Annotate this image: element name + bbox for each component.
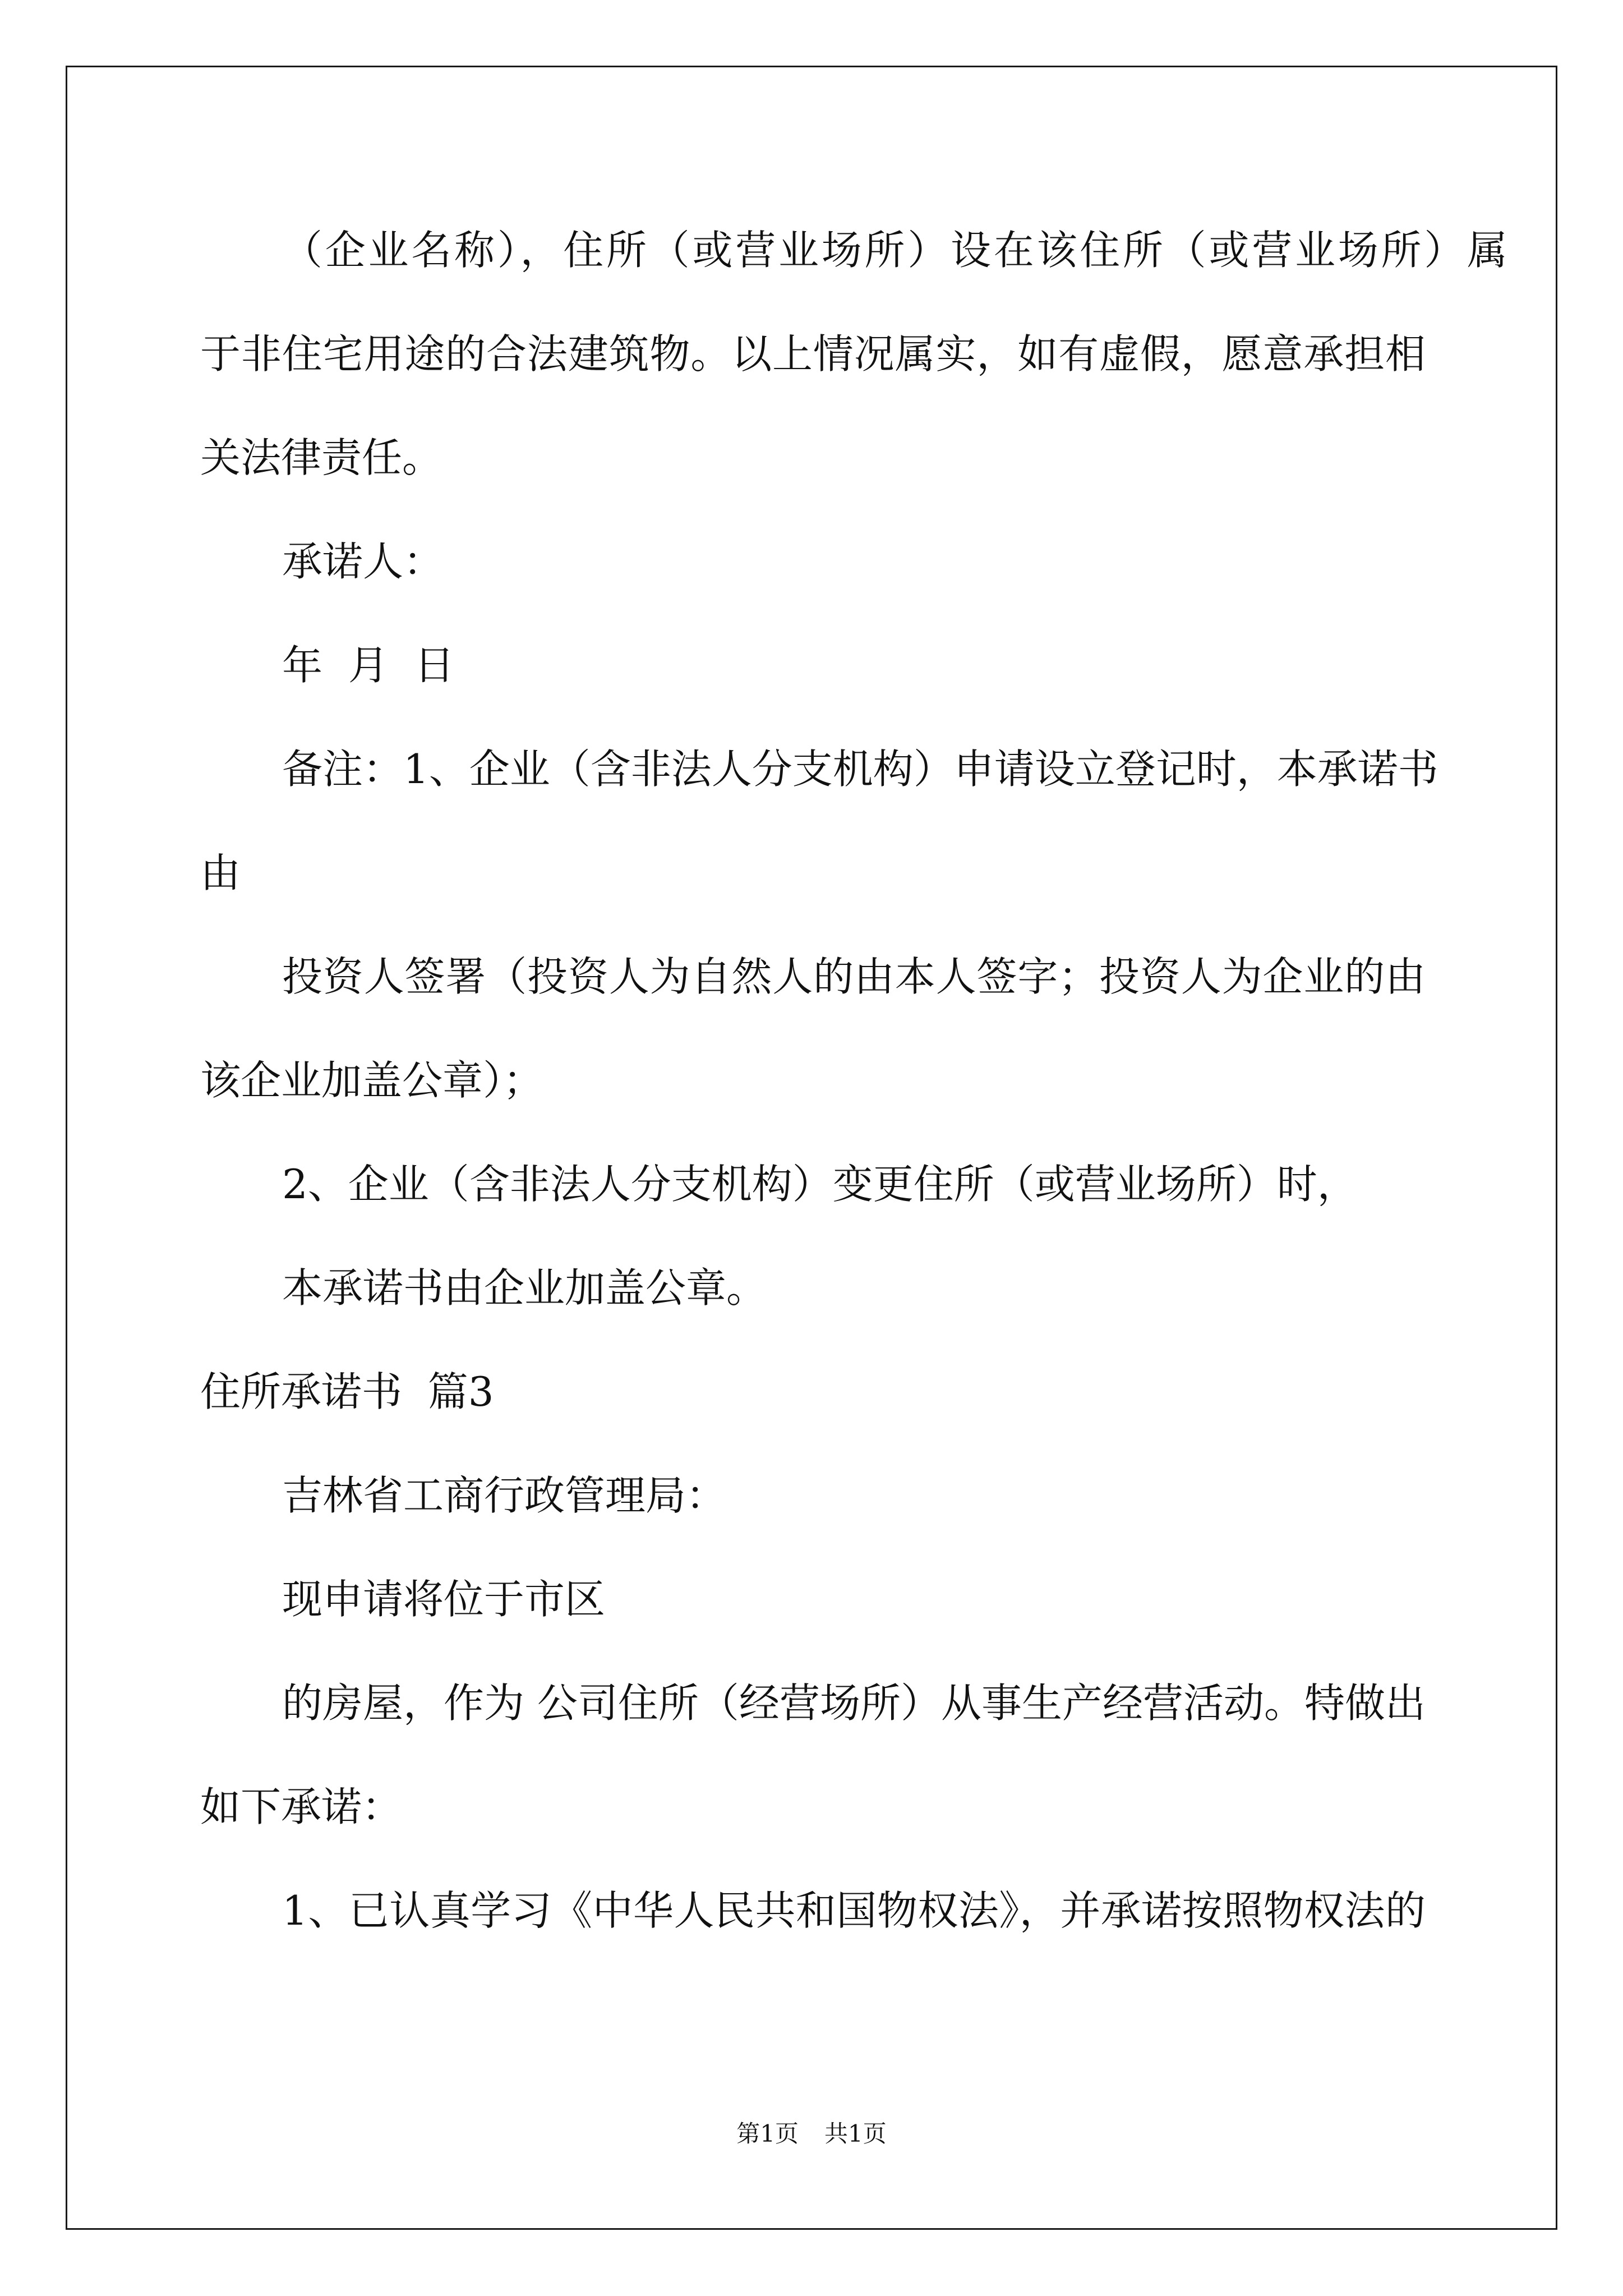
paragraph-line: 现申请将位于市区 xyxy=(282,1576,606,1623)
signer-label: 承诺人： xyxy=(282,538,444,585)
note-line: 该企业加盖公章）； xyxy=(200,1057,544,1104)
paragraph-line: 的房屋，作为 公司住所（经营场所）从事生产经营活动。特做出 xyxy=(282,1680,1426,1727)
paragraph-line: 如下承诺： xyxy=(200,1783,403,1830)
section-heading: 住所承诺书 篇3 xyxy=(200,1368,494,1415)
addressee-line: 吉林省工商行政管理局： xyxy=(282,1472,727,1519)
note-line: 备注：1、企业（含非法人分支机构）申请设立登记时，本承诺书 xyxy=(282,746,1438,793)
paragraph-line: （企业名称），住所（或营业场所）设在该住所（或营业场所）属 xyxy=(282,227,1507,274)
paragraph-line: 1、已认真学习《中华人民共和国物权法》，并承诺按照物权法的 xyxy=(282,1887,1426,1934)
page-number-current: 第1页 xyxy=(736,2120,799,2147)
paragraph-line: 关法律责任。 xyxy=(200,434,443,481)
note-line: 本承诺书由企业加盖公章。 xyxy=(282,1264,767,1312)
page-footer xyxy=(0,2117,1623,2151)
note-line: 由 xyxy=(200,849,241,896)
date-line: 年 月 日 xyxy=(282,642,455,689)
note-line: 投资人签署（投资人为自然人的由本人签字；投资人为企业的由 xyxy=(282,953,1426,1000)
note-line: 2、企业（含非法人分支机构）变更住所（或营业场所）时， xyxy=(282,1161,1358,1208)
page-number-total: 共1页 xyxy=(824,2120,887,2147)
paragraph-line: 于非住宅用途的合法建筑物。以上情况属实，如有虚假，愿意承担相 xyxy=(200,330,1426,378)
